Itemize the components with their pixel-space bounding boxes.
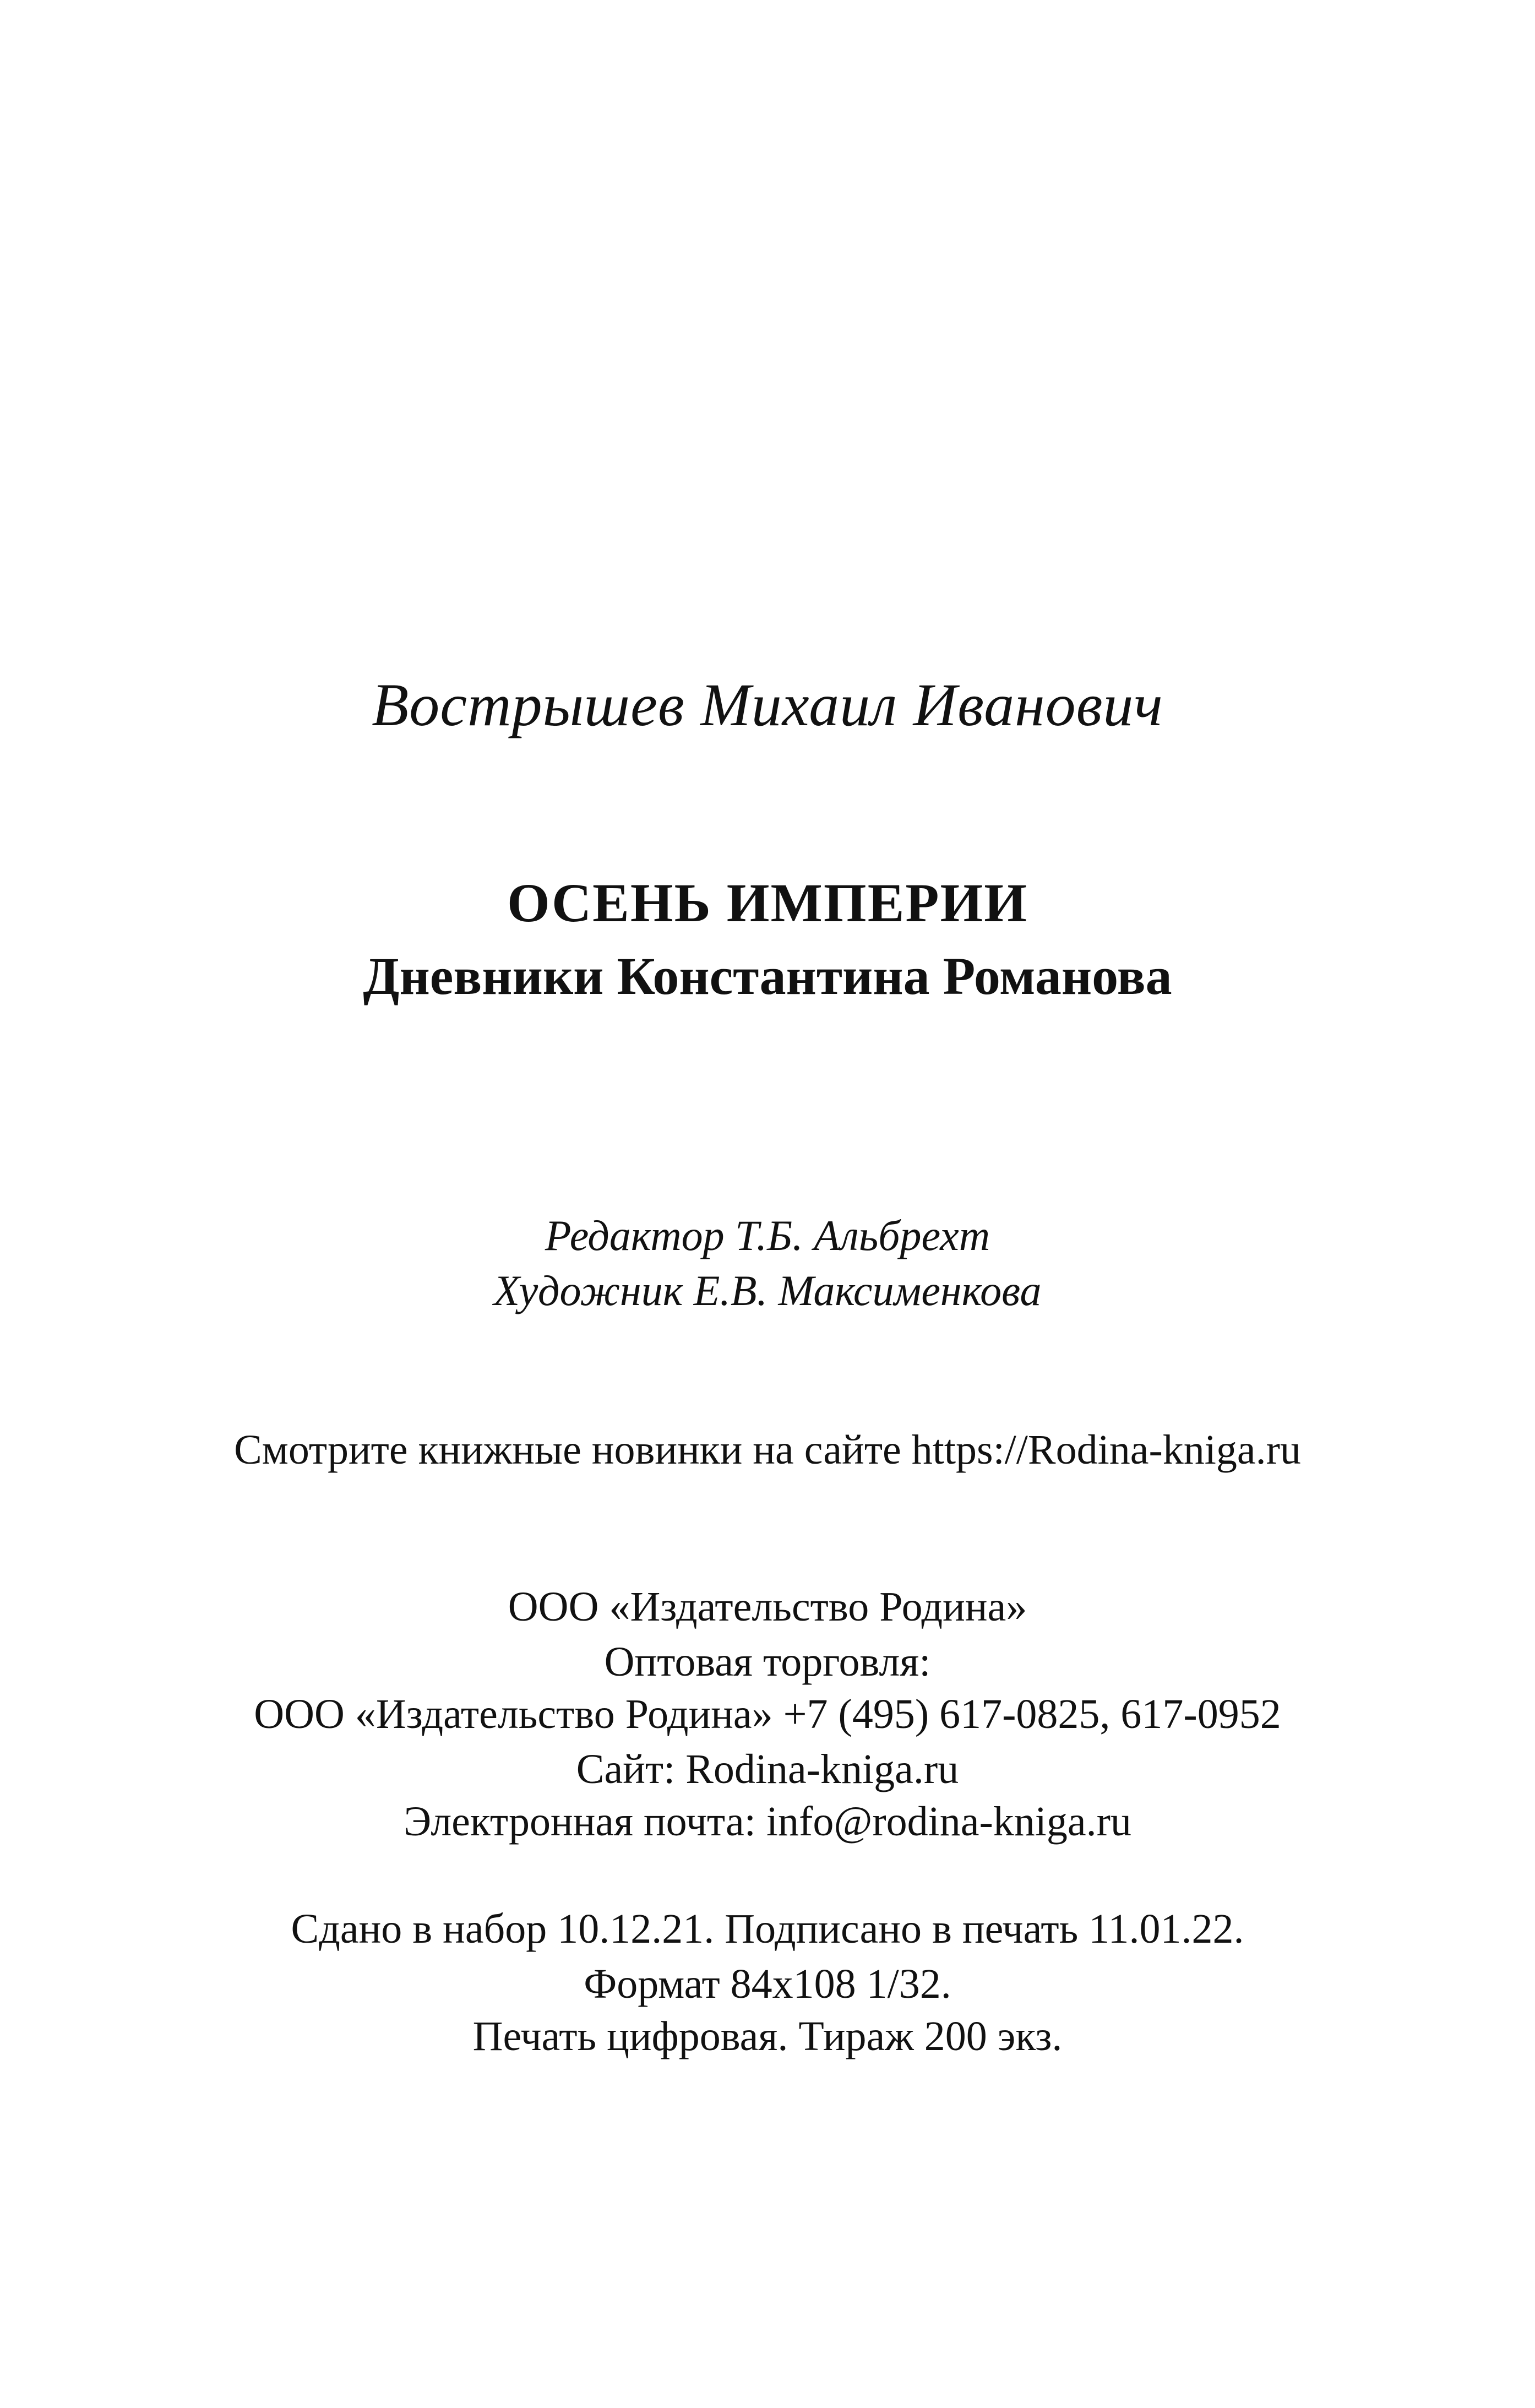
- author-name: Вострышев Михаил Иванович: [372, 671, 1163, 738]
- print-format: Формат 84x108 1/32.: [584, 1961, 951, 2007]
- artist-credit: Художник Е.В. Максименкова: [493, 1266, 1042, 1314]
- website-note: Смотрите книжные новинки на сайте https://Rodina-kniga.ru: [234, 1427, 1301, 1473]
- wholesale-contact: ООО «Издательство Родина» +7 (495) 617-0825, 617-0952: [254, 1691, 1281, 1737]
- book-title: ОСЕНЬ ИМПЕРИИ: [507, 872, 1028, 933]
- publisher-site: Сайт: Rodina-kniga.ru: [576, 1746, 959, 1792]
- wholesale-label: Оптовая торговля:: [604, 1639, 931, 1685]
- publisher-name: ООО «Издательство Родина»: [508, 1584, 1027, 1630]
- publisher-email: Электронная почта: info@rodina-kniga.ru: [404, 1798, 1131, 1845]
- print-run: Печать цифровая. Тираж 200 экз.: [472, 2013, 1063, 2059]
- editor-credit: Редактор Т.Б. Альбрехт: [545, 1211, 990, 1259]
- print-dates: Сдано в набор 10.12.21. Подписано в печать 11.01.22.: [291, 1906, 1244, 1952]
- book-subtitle: Дневники Константина Романова: [363, 947, 1172, 1005]
